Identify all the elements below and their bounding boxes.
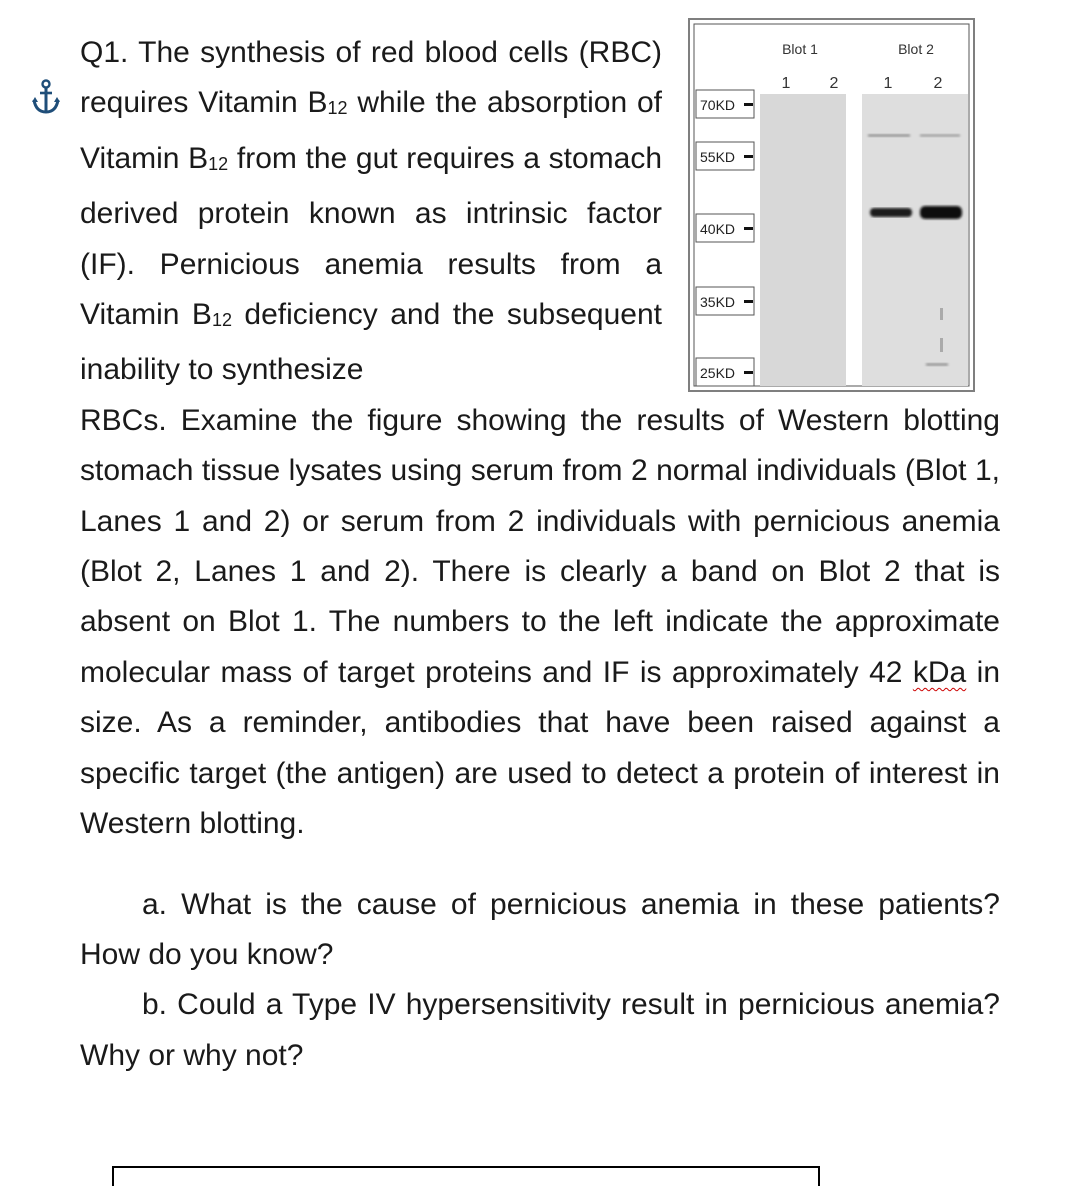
blot2-lane-2: 2 <box>933 75 943 92</box>
blot2-membrane <box>862 94 968 386</box>
svg-text:55KD: 55KD <box>700 149 736 165</box>
marker-55kd <box>696 142 754 170</box>
band-blot2-lane1 <box>870 208 912 217</box>
band-blot2-lane2 <box>920 206 962 219</box>
marker-40kd <box>696 214 754 242</box>
question-number: Q1. <box>80 36 129 69</box>
body-paragraph: RBCs. Examine the figure showing the results of Western blotting stomach tissue lysates using serum from 2 normal individuals (Blot 1, Lanes 1 and 2) or serum from 2 individuals with pernicious anemia (Blot 2, Lanes 1 and 2). There is clearly a band on Blot 2 that is absent on Blot 1. The numbers to the left indicate the approximate molecular mass of target proteins and IF is approximately 42 kDa in size. As a reminder, antibodies that have been raised against a specific target (the antigen) are used to detect a protein of interest in Western blotting. <box>80 403 1001 841</box>
svg-text:25KD: 25KD <box>700 365 736 381</box>
blot2-label: Blot 2 <box>898 41 934 57</box>
svg-text:35KD: 35KD <box>700 294 736 310</box>
blot1-lane-1: 1 <box>781 75 791 92</box>
svg-text:40KD: 40KD <box>700 221 736 237</box>
blot2-lane-1: 1 <box>883 75 893 92</box>
blot1-lane-2: 2 <box>829 75 839 92</box>
marker-35kd <box>696 287 754 315</box>
anchor-icon <box>30 78 62 118</box>
intro-paragraph: Q1. The synthesis of red blood cells (RBC) requires Vitamin $B_{12}$ while the absorption of Vitamin $B_{12}$ from the gut requires a stomach derived protein known as intrinsic factor (IF). Pernicious anemia results from a Vitamin $B_{12}$ deficiency and the subsequent inability to synthesize <box>80 36 663 387</box>
western-blot-image <box>690 20 973 390</box>
marker-25kd <box>696 358 754 386</box>
part-b: b. Could a Type IV hypersensitivity result in pernicious anemia? Why or why not? <box>80 988 1000 1072</box>
part-a: a. What is the cause of pernicious anemia in these patients? How do you know? <box>80 887 1000 971</box>
western-blot-figure <box>688 18 975 392</box>
svg-text:70KD: 70KD <box>700 97 736 113</box>
answer-box[interactable] <box>112 1166 820 1186</box>
spellcheck-word[interactable]: kDa <box>912 655 967 689</box>
blot1-label: Blot 1 <box>782 41 818 57</box>
marker-70kd <box>696 90 754 118</box>
blot1-membrane <box>760 94 846 386</box>
